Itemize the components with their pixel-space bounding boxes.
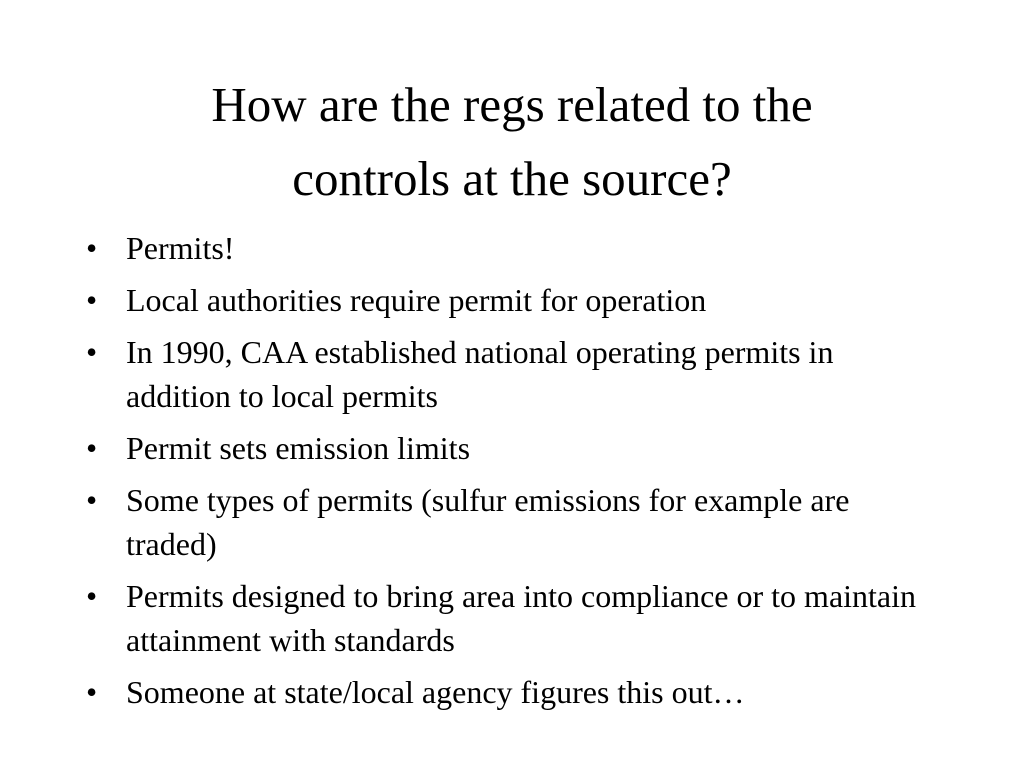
bullet-text: Permit sets emission limits — [126, 430, 471, 466]
bullet-dot-icon: • — [86, 430, 98, 466]
slide-title-line-1: How are the regs related to the — [211, 77, 813, 132]
slide-title — [60, 68, 964, 216]
bullet-text: Local authorities require permit for operation — [126, 282, 707, 318]
bullet-text: In 1990, CAA established national operating permits in addition to local permits — [126, 334, 834, 414]
bullet-item — [86, 226, 946, 270]
bullet-text: Someone at state/local agency figures this out… — [126, 674, 745, 710]
bullet-text: Permits! — [126, 230, 235, 266]
bullet-dot-icon: • — [86, 482, 98, 518]
bullet-text: Permits designed to bring area into compliance or to maintain attainment with standards — [126, 578, 917, 658]
bullet-dot-icon: • — [86, 230, 98, 266]
bullet-dot-icon: • — [86, 674, 98, 710]
bullet-item — [86, 670, 946, 714]
bullet-item — [86, 330, 946, 418]
bullet-item — [86, 478, 946, 566]
bullet-dot-icon: • — [86, 282, 98, 318]
bullet-text: Some types of permits (sulfur emissions for example are traded) — [126, 482, 850, 562]
bullet-item — [86, 426, 946, 470]
bullet-item — [86, 278, 946, 322]
bullet-list — [86, 226, 946, 722]
slide-title-line-2: controls at the source? — [292, 151, 732, 206]
bullet-item — [86, 574, 946, 662]
bullet-dot-icon: • — [86, 578, 98, 614]
bullet-dot-icon: • — [86, 334, 98, 370]
